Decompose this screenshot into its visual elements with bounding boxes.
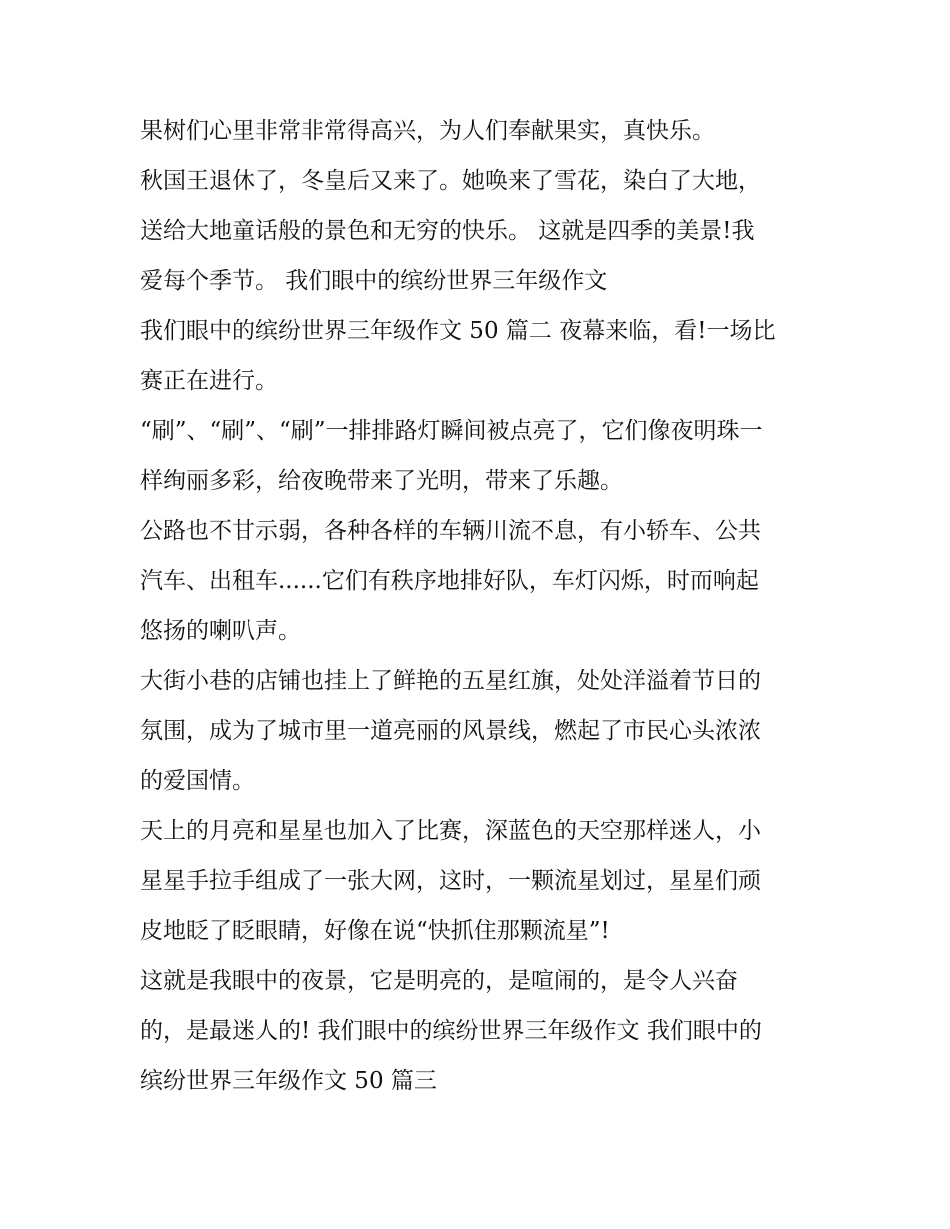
text-line: 的，是最迷人的! 我们眼中的缤纷世界三年级作文 我们眼中的 (140, 1018, 762, 1044)
paragraph-8 (140, 962, 815, 1100)
text-line: 皮地眨了眨眼睛，好像在说“快抓住那颗流星”! (140, 918, 610, 944)
text-line: 悠扬的喇叭声。 (140, 618, 301, 644)
text-line: 秋国王退休了，冬皇后又来了。她唤来了雪花，染白了大地， (140, 168, 761, 194)
text-line: 我们眼中的缤纷世界三年级作文 50 篇二 夜幕来临，看!一场比 (140, 318, 776, 344)
paragraph-6 (140, 662, 815, 800)
text-line: 天上的月亮和星星也加入了比赛，深蓝色的天空那样迷人，小 (140, 818, 761, 844)
text-line: 的爱国情。 (140, 768, 255, 794)
paragraph-2 (140, 162, 815, 300)
text-line: 果树们心里非常非常得高兴，为人们奉献果实，真快乐。 (140, 118, 715, 144)
text-line: 公路也不甘示弱，各种各样的车辆川流不息，有小轿车、公共 (140, 518, 761, 544)
text-line: 缤纷世界三年级作文 50 篇三 (140, 1068, 437, 1094)
text-line: 爱每个季节。 我们眼中的缤纷世界三年级作文 (140, 268, 608, 294)
paragraph-3 (140, 312, 815, 400)
text-line: “刷”、“刷”、“刷”一排排路灯瞬间被点亮了，它们像夜明珠一 (140, 418, 763, 444)
paragraph-5 (140, 512, 815, 650)
text-line: 氛围，成为了城市里一道亮丽的风景线，燃起了市民心头浓浓 (140, 718, 761, 744)
paragraph-7 (140, 812, 815, 950)
text-line: 送给大地童话般的景色和无穷的快乐。 这就是四季的美景!我 (140, 218, 755, 244)
text-line: 星星手拉手组成了一张大网，这时，一颗流星划过，星星们顽 (140, 868, 761, 894)
paragraph-4 (140, 412, 815, 500)
text-line: 这就是我眼中的夜景，它是明亮的，是喧闹的，是令人兴奋 (140, 968, 738, 994)
text-line: 汽车、出租车......它们有秩序地排好队，车灯闪烁，时而响起 (140, 568, 759, 594)
text-line: 大街小巷的店铺也挂上了鲜艳的五星红旗，处处洋溢着节日的 (140, 668, 761, 694)
text-line: 赛正在进行。 (140, 368, 278, 394)
paragraph-1 (140, 112, 815, 150)
document-body (140, 112, 815, 1112)
text-line: 样绚丽多彩，给夜晚带来了光明，带来了乐趣。 (140, 468, 623, 494)
